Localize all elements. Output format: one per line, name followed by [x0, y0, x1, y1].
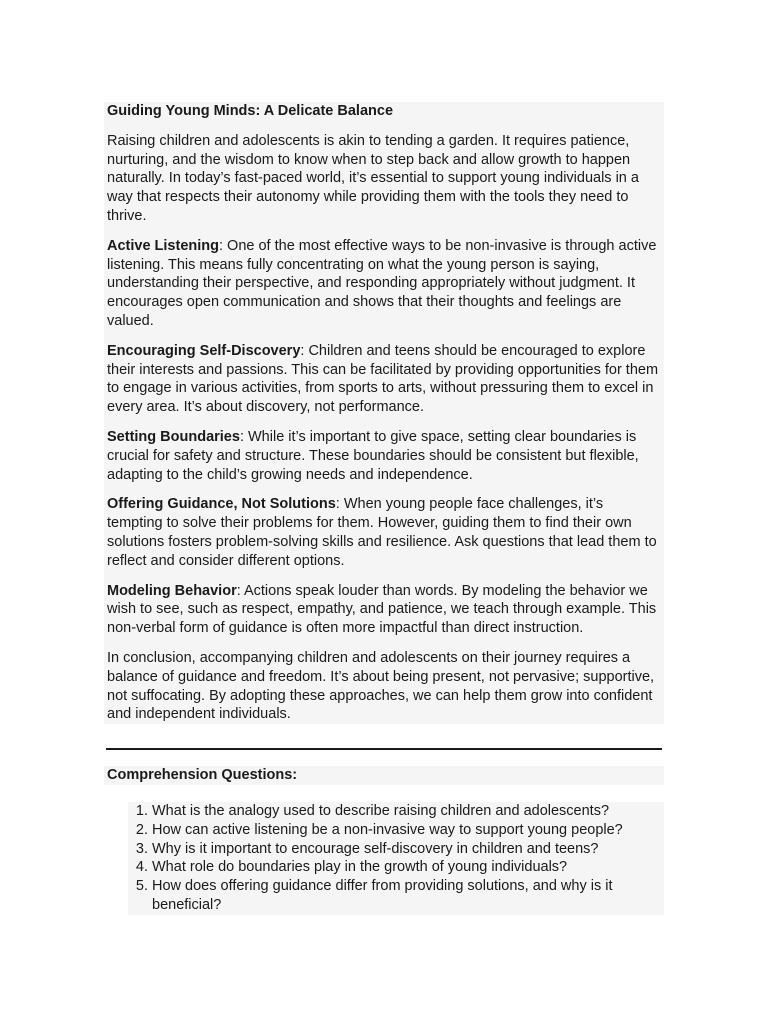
intro-paragraph: Raising children and adolescents is akin to tending a garden. It requires patience, nurturing, and the wisdom to know when to step back and allow growth to happen naturally. In today’s fast-paced world, it’s essential to support young individuals in a way that respects their autonomy while providing them with the tools they need to thrive. [107, 132, 639, 224]
questions-heading: Comprehension Questions: [104, 766, 664, 785]
article-title: Guiding Young Minds: A Delicate Balance [107, 103, 394, 119]
question-item: 5. How does offering guidance differ from providing solutions, and why is it beneficial? [152, 877, 652, 915]
section-guidance [104, 495, 664, 570]
section-text: : Children and teens should be encouraged to explore their interests and passions. This can be facilitated by providing opportunities for them to engage in various activities, from sports to arts, without pressuring them to excel in every area. It’s about discovery, not performance. [107, 342, 659, 416]
section-text: : Actions speak louder than words. By modeling the behavior we wish to see, such as respect, empathy, and patience, we teach through example. This non-verbal form of guidance is often more impactful than direct instruction. [107, 582, 657, 637]
section-term: Setting Boundaries [107, 428, 240, 445]
section-boundaries [104, 428, 664, 484]
question-item: 4. What role do boundaries play in the growth of young individuals? [152, 858, 652, 877]
question-item: 2. How can active listening be a non-invasive way to support young people? [152, 821, 652, 840]
section-text: : One of the most effective ways to be non-invasive is through active listening. This means fully concentrating on what the young person is saying, understanding their perspective, and responding appropriately without judgment. It encourages open communication and shows that their thoughts and feelings are valued. [107, 237, 657, 329]
section-term: Modeling Behavior [107, 582, 237, 599]
section-term: Encouraging Self-Discovery [107, 342, 301, 359]
section-text: : When young people face challenges, it’s tempting to solve their problems for them. However, guiding them to find their own solutions fosters problem-solving skills and resilience. Ask questions that lead them to reflect and consider different options. [107, 496, 657, 569]
question-item: 3. Why is it important to encourage self-discovery in children and teens? [152, 840, 652, 859]
section-text: : While it’s important to give space, setting clear boundaries is crucial for safety and structure. These boundaries should be consistent but flexible, adapting to the child’s growing needs and independence. [107, 428, 639, 483]
section-active-listening [104, 237, 664, 331]
conclusion-paragraph: In conclusion, accompanying children and adolescents on their journey requires a balance of guidance and freedom. It’s about being present, not pervasive; supportive, not suffocating. By adopting these approaches, we can help them grow into confident and independent individuals. [107, 649, 655, 723]
questions-list [128, 802, 664, 915]
section-term: Offering Guidance, Not Solutions [107, 496, 336, 513]
question-item: 1. What is the analogy used to describe raising children and adolescents? [152, 802, 652, 821]
section-term: Active Listening [107, 237, 219, 254]
horizontal-divider [106, 748, 662, 750]
section-modeling [104, 582, 664, 638]
section-self-discovery [104, 342, 664, 417]
article-block [104, 102, 664, 724]
